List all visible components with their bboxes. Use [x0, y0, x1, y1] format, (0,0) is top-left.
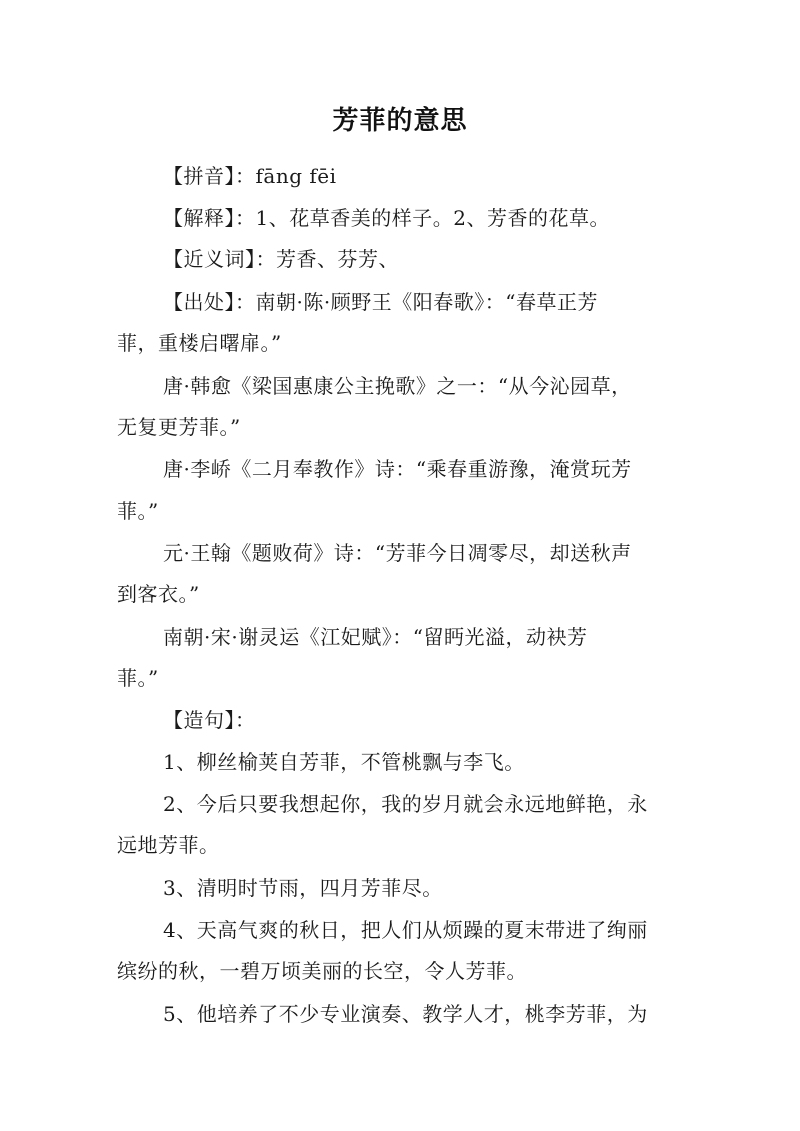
sentence-continuation: 缤纷的秋，一碧万顷美丽的长空，令人芳菲。	[117, 959, 527, 983]
quote-line: 元·王翰《题败荷》诗：“芳菲今日凋零尽，却送秋声	[163, 541, 632, 565]
sentence-line: 3、清明时节雨，四月芳菲尽。	[163, 876, 443, 900]
quote-continuation: 到客衣。”	[117, 582, 200, 606]
sentence-line: 2、今后只要我想起你，我的岁月就会永远地鲜艳，永	[163, 792, 648, 816]
quote-line: 唐·李峤《二月奉教作》诗：“乘春重游豫，淹赏玩芳	[163, 457, 632, 481]
source-entry-continuation: 菲，重楼启曙扉。”	[117, 331, 282, 355]
definition-entry: 【解释】：1、花草香美的样子。2、芳香的花草。	[163, 206, 610, 230]
sentence-line: 1、柳丝榆荚自芳菲，不管桃飘与李飞。	[163, 750, 525, 774]
quote-continuation: 菲。”	[117, 499, 159, 523]
quote-continuation: 无复更芳菲。”	[117, 415, 241, 439]
sentence-line: 5、他培养了不少专业演奏、教学人才，桃李芳菲，为	[163, 1002, 648, 1026]
document-title: 芳菲的意思	[332, 106, 468, 136]
sentence-continuation: 远地芳菲。	[117, 833, 220, 857]
sentences-heading: 【造句】：	[163, 708, 256, 732]
quote-line: 唐·韩愈《梁国惠康公主挽歌》之一：“从今沁园草，	[163, 374, 632, 398]
synonyms-entry: 【近义词】：芳香、芬芳、	[163, 247, 399, 271]
quote-line: 南朝·宋·谢灵运《江妃赋》：“留眄光溢，动袂芳	[163, 625, 588, 649]
sentence-line: 4、天高气爽的秋日，把人们从烦躁的夏末带进了绚丽	[163, 918, 648, 942]
quote-continuation: 菲。”	[117, 666, 159, 690]
pinyin-entry: 【拼音】：fāng fēi	[163, 164, 337, 188]
source-entry-line: 【出处】：南朝·陈·顾野王《阳春歌》：“春草正芳	[163, 290, 598, 314]
